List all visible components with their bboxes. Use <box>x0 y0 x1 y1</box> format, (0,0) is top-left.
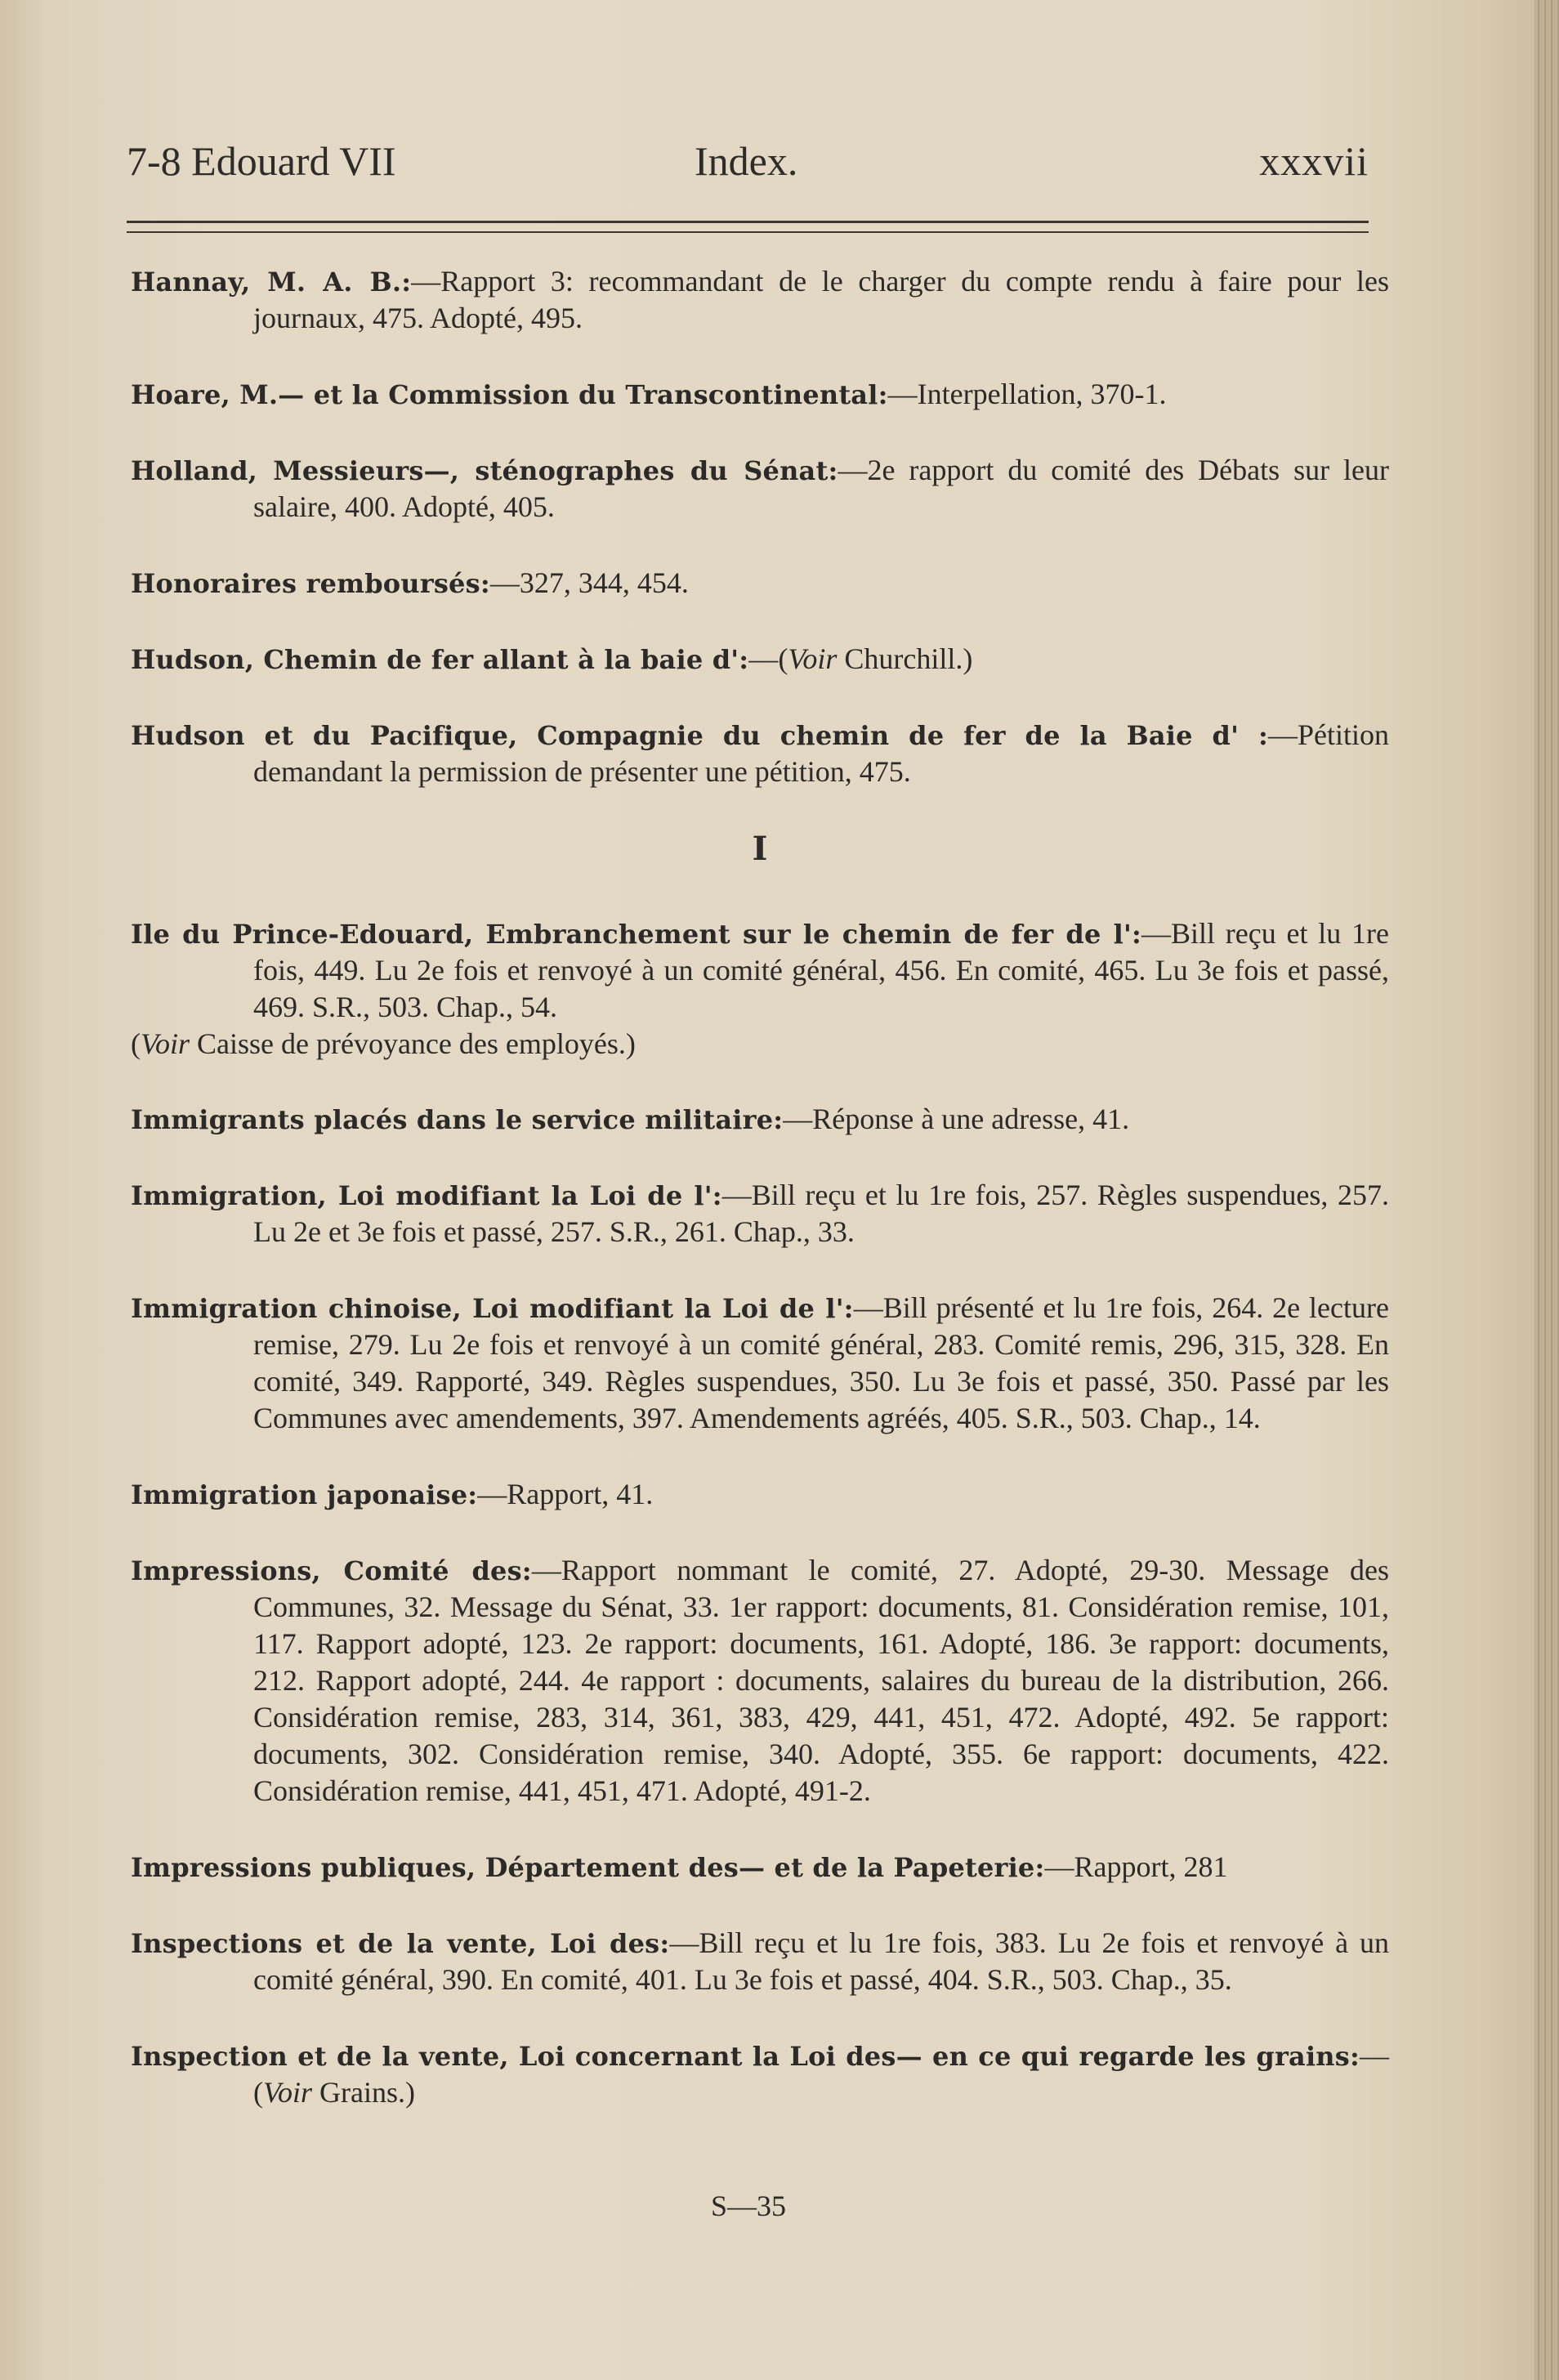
index-entry <box>131 263 1389 337</box>
entry-heading: Hannay, M. A. B.: <box>131 266 412 298</box>
entry-heading: Immigration chinoise, Loi modifiant la Loi de l': <box>131 1293 854 1324</box>
entry-references: —Pétition demandant la permission de présenter une pétition, 475. <box>253 718 1389 788</box>
entry-heading: Hudson, Chemin de fer allant à la baie d': <box>131 644 749 675</box>
index-entry <box>131 1290 1389 1437</box>
index-entry <box>131 641 1389 678</box>
cross-reference-voir: Voir <box>788 642 838 675</box>
index-entry <box>131 1101 1389 1138</box>
cross-reference-target: Churchill.) <box>837 642 973 675</box>
entry-heading: Inspection et de la vente, Loi concernant la Loi des— en ce qui regarde les grains: <box>131 2041 1360 2072</box>
entry-references: —Rapport, 281 <box>1044 1850 1228 1883</box>
index-entries <box>131 263 1389 2111</box>
entry-heading: Inspections et de la vente, Loi des: <box>131 1928 670 1959</box>
entry-references: —Bill reçu et lu 1re fois, 449. Lu 2e fois et renvoyé à un comité général, 456. En comité, 465. Lu 3e fois et passé, 469. S.R., 503. Chap., 54. <box>253 917 1389 1023</box>
entry-heading: Immigration, Loi modifiant la Loi de l': <box>131 1180 722 1211</box>
entry-references: —Bill reçu et lu 1re fois, 257. Règles suspendues, 257. Lu 2e et 3e fois et passé, 257. S.R., 261. Chap., 33. <box>253 1179 1389 1248</box>
entry-references: —( <box>748 642 788 675</box>
index-entry <box>131 915 1389 1062</box>
entry-references: —327, 344, 454. <box>489 566 689 599</box>
book-spine-edge <box>1534 0 1559 2380</box>
entry-references: —Bill présenté et lu 1re fois, 264. 2e lecture remise, 279. Lu 2e fois et renvoyé à un comité général, 283. Comité remis, 296, 315, 328. En comité, 349. Rapporté, 349. Règles suspendues, 350. Lu 3e fois et passé, 350. Passé par les Communes avec amendements, 397. Amendements agréés, 405. S.R., 503. Chap., 14. <box>253 1291 1389 1434</box>
header-rule-bottom <box>127 231 1369 233</box>
section-letter: I <box>752 830 768 868</box>
index-entry <box>131 1849 1389 1886</box>
cross-reference-voir: Voir <box>263 2076 313 2109</box>
index-entry <box>131 1177 1389 1250</box>
header-page-number: xxxvii <box>1259 138 1369 184</box>
entry-heading: Impressions, Comité des: <box>131 1555 532 1586</box>
entry-heading: Immigrants placés dans le service militaire: <box>131 1104 784 1135</box>
entry-references: —( <box>253 2039 1389 2109</box>
header-volume: 7-8 Edouard VII <box>127 138 396 184</box>
index-entry <box>131 1925 1389 1998</box>
entry-heading: Honoraires remboursés: <box>131 568 490 599</box>
entry-references: —Réponse à une adresse, 41. <box>783 1103 1130 1135</box>
page-header <box>127 137 1369 195</box>
index-entry <box>131 565 1389 602</box>
entry-heading: Impressions publiques, Département des— et de la Papeterie: <box>131 1852 1045 1883</box>
entry-heading: Immigration japonaise: <box>131 1479 478 1510</box>
index-entry <box>131 376 1389 413</box>
index-entry <box>131 1476 1389 1513</box>
page-signature: S—35 <box>711 2190 787 2222</box>
cross-reference-target: Grains.) <box>312 2076 415 2109</box>
entry-references: —Bill reçu et lu 1re fois, 383. Lu 2e fois et renvoyé à un comité général, 390. En comité, 401. Lu 3e fois et passé, 404. S.R., 503. Chap., 35. <box>253 1926 1389 1996</box>
index-entry <box>131 2038 1389 2111</box>
header-title: Index. <box>695 138 798 184</box>
entry-heading: Hoare, M.— et la Commission du Transcontinental: <box>131 379 888 410</box>
entry-references: —Interpellation, 370-1. <box>887 378 1167 410</box>
cross-reference-voir: Voir <box>141 1027 190 1060</box>
cross-reference-target: Caisse de prévoyance des employés.) <box>190 1027 636 1060</box>
index-entry <box>131 717 1389 790</box>
entry-references: —Rapport, 41. <box>477 1478 654 1510</box>
index-entry <box>131 452 1389 526</box>
entry-heading: Holland, Messieurs—, sténographes du Sénat: <box>131 455 838 486</box>
index-entry <box>131 1552 1389 1810</box>
entry-references: —2e rapport du comité des Débats sur leur salaire, 400. Adopté, 405. <box>253 454 1389 523</box>
entry-heading: Hudson et du Pacifique, Compagnie du chemin de fer de la Baie d' : <box>131 720 1268 751</box>
entry-heading: Ile du Prince-Edouard, Embranchement sur le chemin de fer de l': <box>131 919 1142 950</box>
entry-note: (Voir Caisse de prévoyance des employés.) <box>131 1027 636 1060</box>
entry-references: —Rapport 3: recommandant de le charger du compte rendu à faire pour les journaux, 475. Adopté, 495. <box>253 265 1389 334</box>
header-rule-top <box>127 221 1369 223</box>
entry-references: —Rapport nommant le comité, 27. Adopté, 29-30. Message des Communes, 32. Message du Sénat, 33. 1er rapport: documents, 81. Considération remise, 101, 117. Rapport adopté, 123. 2e rapport: documents, 161. Adopté, 186. 3e rapport: documents, 212. Rapport adopté, 244. 4e rapport : documents, salaires du bureau de la distribution, 266. Considération remise, 283, 314, 361, 383, 429, 441, 451, 472. Adopté, 492. 5e rapport: documents, 302. Considération remise, 340. Adopté, 355. 6e rapport: documents, 422. Considération remise, 441, 451, 471. Adopté, 491-2. <box>253 1554 1389 1807</box>
